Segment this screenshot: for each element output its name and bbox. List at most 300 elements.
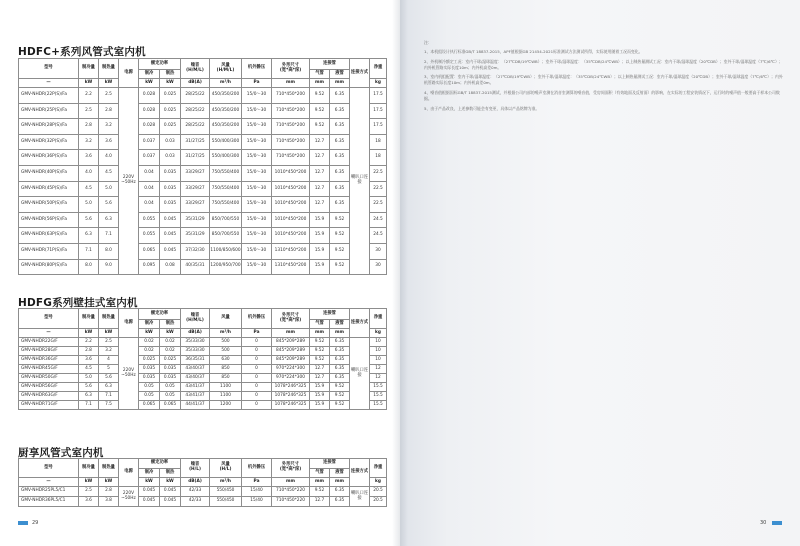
table-hdfc-duct xyxy=(18,58,387,275)
unit-cell: mm xyxy=(310,329,330,338)
header-noise xyxy=(181,459,210,478)
unit-cell: kW xyxy=(139,478,160,487)
value-cell: 15/0～30 xyxy=(242,228,272,244)
value-cell: 31/27/25 xyxy=(181,134,210,150)
value-cell: 12 xyxy=(370,365,387,374)
value-cell: 15.9 xyxy=(310,228,330,244)
value-cell: 15/0～30 xyxy=(242,165,272,181)
value-cell: 3.2 xyxy=(99,347,119,356)
value-cell: 5.6 xyxy=(99,197,119,213)
value-cell: 20.5 xyxy=(370,497,387,507)
value-cell: 0.04 xyxy=(139,197,160,213)
unit-cell: m³/h xyxy=(210,478,242,487)
value-cell: 6.35 xyxy=(330,165,350,181)
value-cell: 5.0 xyxy=(99,181,119,197)
header-dimensions-sub: (宽*高*深) xyxy=(279,67,302,73)
header-rated-power: 额定功率 xyxy=(139,459,181,469)
value-cell: 500 xyxy=(210,347,242,356)
value-cell: 850 xyxy=(210,365,242,374)
model-cell: GMV-NHDR63G/F xyxy=(19,392,79,401)
value-cell: 0.025 xyxy=(160,103,181,119)
header-power-supply: 电源 xyxy=(119,309,139,338)
unit-cell: kW xyxy=(79,79,99,88)
value-cell: 845*209*289 xyxy=(272,356,310,365)
value-cell: 5 xyxy=(99,365,119,374)
value-cell: 6.35 xyxy=(330,374,350,383)
unit-cell: Pa xyxy=(242,478,272,487)
value-cell: 35/31/29 xyxy=(181,212,210,228)
header-noise-sub: (H/L) xyxy=(189,467,201,472)
unit-cell: dB(A) xyxy=(181,478,210,487)
value-cell: 15.5 xyxy=(370,392,387,401)
table-2-title: HDFG系列壁挂式室内机 xyxy=(18,297,138,309)
value-cell: 450/350/200 xyxy=(210,119,242,135)
value-cell: 0.037 xyxy=(139,150,160,166)
unit-cell: dB(A) xyxy=(181,79,210,88)
value-cell: 40/35/31 xyxy=(181,259,210,275)
note-item: 5、由于产品改良，上述参数可能会有变更，具体以产品铭牌为准。 xyxy=(424,105,540,111)
value-cell: 0.04 xyxy=(139,181,160,197)
value-cell: 15/0～30 xyxy=(242,119,272,135)
model-cell: GMV-NHDR56G/F xyxy=(19,383,79,392)
value-cell: 36/35/31 xyxy=(181,356,210,365)
unit-cell: kW xyxy=(139,79,160,88)
value-cell: 17.5 xyxy=(370,88,387,104)
unit-cell: — xyxy=(19,329,79,338)
value-cell: 3.6 xyxy=(79,497,99,507)
value-cell: 0.055 xyxy=(139,228,160,244)
unit-cell: mm xyxy=(272,329,310,338)
value-cell: 10 xyxy=(370,338,387,347)
value-cell: 550/450 xyxy=(210,487,242,497)
value-cell: 3.2 xyxy=(79,134,99,150)
header-cool-capacity: 制冷量 xyxy=(79,59,99,79)
header-rated-power: 额定功率 xyxy=(139,309,181,320)
value-cell: 15.9 xyxy=(310,212,330,228)
value-cell: 1010*450*200 xyxy=(272,228,310,244)
value-cell: 450/350/200 xyxy=(210,88,242,104)
value-cell: 33/29/27 xyxy=(181,165,210,181)
header-noise xyxy=(181,59,210,79)
value-cell: 18 xyxy=(370,150,387,166)
value-cell: 0.04 xyxy=(139,165,160,181)
value-cell: 0.025 xyxy=(160,88,181,104)
header-rated-cool: 制冷 xyxy=(139,70,160,79)
value-cell: 24.5 xyxy=(370,212,387,228)
value-cell: 0.095 xyxy=(139,259,160,275)
value-cell: 10 xyxy=(370,356,387,365)
value-cell: 9.52 xyxy=(310,356,330,365)
value-cell: 6.35 xyxy=(330,338,350,347)
value-cell: 5.6 xyxy=(79,383,99,392)
value-cell: 15/0～30 xyxy=(242,243,272,259)
table-row xyxy=(19,383,387,392)
value-cell: 12.7 xyxy=(310,181,330,197)
value-cell: 0.035 xyxy=(160,165,181,181)
value-cell: 0.035 xyxy=(139,365,160,374)
header-drain-connection: 连接方式 xyxy=(350,309,370,338)
value-cell: 750/550/400 xyxy=(210,181,242,197)
unit-cell: — xyxy=(19,478,79,487)
value-cell: 3.6 xyxy=(79,356,99,365)
value-cell: 0.02 xyxy=(139,347,160,356)
header-dimensions-sub: (宽*高*深) xyxy=(279,467,302,472)
value-cell: 0.035 xyxy=(160,365,181,374)
value-cell: 2.8 xyxy=(99,103,119,119)
value-cell: 0.045 xyxy=(160,228,181,244)
table-3-title: 厨享风管式室内机 xyxy=(18,447,104,459)
value-cell: 710*450*200 xyxy=(272,134,310,150)
book-gutter xyxy=(392,0,408,546)
value-cell: 35/31/29 xyxy=(181,228,210,244)
value-cell: 4.0 xyxy=(79,165,99,181)
value-cell: 44/41/37 xyxy=(181,401,210,410)
header-liquid-pipe: 液管 xyxy=(330,469,350,478)
value-cell: 9.52 xyxy=(330,259,350,275)
header-airflow-label: 风量 xyxy=(221,315,230,321)
unit-cell: mm xyxy=(310,478,330,487)
value-cell: 550/450 xyxy=(210,497,242,507)
value-cell: 15.5 xyxy=(370,401,387,410)
table-row xyxy=(19,103,387,119)
value-cell: 0.028 xyxy=(139,103,160,119)
value-cell: 0.05 xyxy=(160,383,181,392)
header-rated-heat: 制热 xyxy=(160,469,181,478)
value-cell: 17.5 xyxy=(370,119,387,135)
header-rated-heat: 制热 xyxy=(160,320,181,329)
header-airflow xyxy=(210,309,242,329)
value-cell: 0.05 xyxy=(160,392,181,401)
drain-connection-cell: 喇叭口连接 xyxy=(350,487,370,507)
value-cell: 750/550/400 xyxy=(210,165,242,181)
value-cell: 30 xyxy=(370,243,387,259)
value-cell: 4.5 xyxy=(79,365,99,374)
model-cell: GMV-NHDR(71P(S)/Fa xyxy=(19,243,79,259)
header-liquid-pipe: 液管 xyxy=(330,320,350,329)
value-cell: 6.3 xyxy=(99,212,119,228)
value-cell: 24.5 xyxy=(370,228,387,244)
model-cell: GMV-NHDR25PL5/C1 xyxy=(19,487,79,497)
header-dimensions-sub: (宽*高*深) xyxy=(279,317,302,323)
value-cell: 1010*450*200 xyxy=(272,165,310,181)
value-cell: 3.6 xyxy=(79,150,99,166)
header-dimensions-label: 外形尺寸 xyxy=(281,312,300,318)
value-cell: 33/29/27 xyxy=(181,197,210,213)
header-net-weight: 净重 xyxy=(370,309,387,329)
value-cell: 20.5 xyxy=(370,487,387,497)
note-item: 3、室内机组配置：室内干球/湿球温度：（27℃DB/19℃WB）；室外干球/湿球温度：（35℃DB/24℃WB）；以上制热量测试工况：室内干球/湿球温度（20℃DB）；室外干球/湿球温度（7℃/6℃）；内外机管路实际长度10m；内外机高差0m。 xyxy=(424,74,783,86)
unit-cell: kW xyxy=(99,478,119,487)
value-cell: 0.03 xyxy=(160,134,181,150)
header-gas-pipe: 气管 xyxy=(310,70,330,79)
unit-cell: kW xyxy=(99,79,119,88)
unit-cell: Pa xyxy=(242,79,272,88)
unit-cell: kg xyxy=(370,79,387,88)
unit-cell: kg xyxy=(370,329,387,338)
value-cell: 1200/950/700 xyxy=(210,259,242,275)
table-row xyxy=(19,243,387,259)
value-cell: 7.1 xyxy=(79,243,99,259)
value-cell: 2.8 xyxy=(79,119,99,135)
unit-cell: Pa xyxy=(242,329,272,338)
value-cell: 15.9 xyxy=(310,383,330,392)
table-row xyxy=(19,347,387,356)
unit-cell: mm xyxy=(310,79,330,88)
table-row xyxy=(19,88,387,104)
value-cell: 15.9 xyxy=(310,259,330,275)
page-number-right: 30 xyxy=(760,520,767,526)
value-cell: 6.35 xyxy=(330,365,350,374)
value-cell: 18 xyxy=(370,134,387,150)
value-cell: 6.35 xyxy=(330,181,350,197)
value-cell: 15/0～30 xyxy=(242,150,272,166)
unit-cell: kW xyxy=(160,329,181,338)
value-cell: 3.6 xyxy=(99,134,119,150)
value-cell: 6.35 xyxy=(330,150,350,166)
table-row xyxy=(19,165,387,181)
model-cell: GMV-NHDR(22P(S)/Fa xyxy=(19,88,79,104)
value-cell: 7.1 xyxy=(99,392,119,401)
value-cell: 9.52 xyxy=(330,392,350,401)
value-cell: 33/29/27 xyxy=(181,181,210,197)
value-cell: 0.028 xyxy=(139,119,160,135)
value-cell: 0.025 xyxy=(139,356,160,365)
header-gas-pipe: 气管 xyxy=(310,469,330,478)
header-dimensions xyxy=(272,309,310,329)
unit-cell: kW xyxy=(160,478,181,487)
value-cell: 8.0 xyxy=(99,243,119,259)
value-cell: 9.52 xyxy=(330,401,350,410)
value-cell: 0.035 xyxy=(160,374,181,383)
header-rated-cool: 制冷 xyxy=(139,469,160,478)
header-noise-label: 噪音 xyxy=(190,62,200,68)
value-cell: 0.025 xyxy=(160,356,181,365)
value-cell: 550/400/300 xyxy=(210,150,242,166)
value-cell: 0.045 xyxy=(139,497,160,507)
notes-block xyxy=(424,40,784,116)
unit-cell: m³/h xyxy=(210,79,242,88)
value-cell: 2.8 xyxy=(99,487,119,497)
header-net-weight: 净重 xyxy=(370,459,387,478)
value-cell: 2.8 xyxy=(79,347,99,356)
unit-cell: — xyxy=(19,79,79,88)
value-cell: 0 xyxy=(242,401,272,410)
header-noise-label: 噪音 xyxy=(190,462,200,468)
value-cell: 5.6 xyxy=(99,374,119,383)
value-cell: 0.035 xyxy=(160,197,181,213)
table-kitchen-duct xyxy=(18,458,387,507)
value-cell: 710*450*200 xyxy=(272,88,310,104)
page-bar-right xyxy=(772,521,782,525)
value-cell: 5.0 xyxy=(79,374,99,383)
header-airflow-label: 风量 xyxy=(221,62,230,68)
value-cell: 3.2 xyxy=(99,119,119,135)
table-1-title: HDFC+系列风管式室内机 xyxy=(18,46,146,58)
notes-title: 注： xyxy=(424,40,432,45)
table-row xyxy=(19,365,387,374)
value-cell: 28/25/22 xyxy=(181,88,210,104)
value-cell: 2.5 xyxy=(99,338,119,347)
model-cell: GMV-NHDR(56P(S)/Fa xyxy=(19,212,79,228)
model-cell: GMV-NHDR(63P(S)/Fa xyxy=(19,228,79,244)
value-cell: 15.9 xyxy=(310,401,330,410)
table-row xyxy=(19,401,387,410)
unit-cell: kW xyxy=(79,329,99,338)
value-cell: 0.045 xyxy=(160,487,181,497)
model-cell: GMV-NHDR(25P(S)/Fa xyxy=(19,103,79,119)
drain-connection-cell: 喇叭口连接 xyxy=(350,88,370,275)
header-dimensions-label: 外形尺寸 xyxy=(281,462,300,468)
value-cell: 2.5 xyxy=(79,487,99,497)
value-cell: 1100/850/600 xyxy=(210,243,242,259)
value-cell: 7.1 xyxy=(79,401,99,410)
value-cell: 0.065 xyxy=(139,243,160,259)
header-model: 型号 xyxy=(19,459,79,478)
value-cell: 0.02 xyxy=(139,338,160,347)
model-cell: GMV-NHDR(50P(S)/Fa xyxy=(19,197,79,213)
value-cell: 710*450*220 xyxy=(272,487,310,497)
value-cell: 0.025 xyxy=(160,119,181,135)
value-cell: 1010*450*200 xyxy=(272,197,310,213)
value-cell: 22.5 xyxy=(370,165,387,181)
value-cell: 0 xyxy=(242,356,272,365)
header-rated-power: 额定功率 xyxy=(139,59,181,70)
model-cell: GMV-NHDR50G/F xyxy=(19,374,79,383)
table-row xyxy=(19,497,387,507)
value-cell: 9.52 xyxy=(330,212,350,228)
value-cell: 450/350/200 xyxy=(210,103,242,119)
value-cell: 0.02 xyxy=(160,338,181,347)
value-cell: 710*450*200 xyxy=(272,103,310,119)
value-cell: 4 xyxy=(99,356,119,365)
value-cell: 15/0～30 xyxy=(242,212,272,228)
value-cell: 1310*450*200 xyxy=(272,259,310,275)
header-pipe: 连接管 xyxy=(310,309,350,320)
value-cell: 0 xyxy=(242,365,272,374)
value-cell: 0 xyxy=(242,383,272,392)
unit-cell: kW xyxy=(99,329,119,338)
value-cell: 1078*246*325 xyxy=(272,383,310,392)
value-cell: 10 xyxy=(370,347,387,356)
value-cell: 15/0～30 xyxy=(242,103,272,119)
header-drain-connection: 连接方式 xyxy=(350,459,370,487)
model-cell: GMV-NHDR36G/F xyxy=(19,356,79,365)
value-cell: 43/41/37 xyxy=(181,392,210,401)
value-cell: 28/25/22 xyxy=(181,119,210,135)
model-cell: GMV-NHDR36PL5/C1 xyxy=(19,497,79,507)
value-cell: 9.52 xyxy=(310,347,330,356)
value-cell: 710*450*200 xyxy=(272,119,310,135)
header-rated-heat: 制热 xyxy=(160,70,181,79)
value-cell: 17.5 xyxy=(370,103,387,119)
header-noise xyxy=(181,309,210,329)
power-supply-cell: 220V ~50Hz xyxy=(119,487,139,507)
value-cell: 12.7 xyxy=(310,150,330,166)
value-cell: 15/0～30 xyxy=(242,259,272,275)
value-cell: 22.5 xyxy=(370,197,387,213)
unit-cell: kW xyxy=(160,79,181,88)
value-cell: 15/0～30 xyxy=(242,88,272,104)
value-cell: 1200 xyxy=(210,401,242,410)
value-cell: 9.52 xyxy=(310,487,330,497)
value-cell: 710*450*200 xyxy=(272,150,310,166)
header-dimensions xyxy=(272,59,310,79)
value-cell: 2.5 xyxy=(99,88,119,104)
table-row xyxy=(19,356,387,365)
model-cell: GMV-NHDR(28P(S)/Fa xyxy=(19,119,79,135)
header-airflow-sub: (H/L) xyxy=(219,467,232,472)
header-static-pressure: 机外静压 xyxy=(242,309,272,329)
value-cell: 12.7 xyxy=(310,497,330,507)
value-cell: 0.028 xyxy=(139,88,160,104)
unit-cell: mm xyxy=(330,329,350,338)
value-cell: 43/40/37 xyxy=(181,365,210,374)
value-cell: 6.35 xyxy=(330,88,350,104)
header-static-pressure: 机外静压 xyxy=(242,459,272,478)
header-heat-capacity: 制热量 xyxy=(99,459,119,478)
value-cell: 28/25/22 xyxy=(181,103,210,119)
value-cell: 22.5 xyxy=(370,181,387,197)
value-cell: 9.52 xyxy=(330,243,350,259)
value-cell: 2.2 xyxy=(79,338,99,347)
table-row xyxy=(19,212,387,228)
unit-cell: dB(A) xyxy=(181,329,210,338)
value-cell: 1100 xyxy=(210,392,242,401)
value-cell: 37/32/30 xyxy=(181,243,210,259)
value-cell: 43/41/37 xyxy=(181,383,210,392)
value-cell: 6.35 xyxy=(330,119,350,135)
table-hdfg-wall xyxy=(18,308,387,410)
header-cool-capacity: 制冷量 xyxy=(79,459,99,478)
table-row xyxy=(19,150,387,166)
value-cell: 0.037 xyxy=(139,134,160,150)
unit-cell: mm xyxy=(272,79,310,88)
value-cell: 2.5 xyxy=(79,103,99,119)
value-cell: 7.5 xyxy=(99,401,119,410)
value-cell: 31/27/25 xyxy=(181,150,210,166)
value-cell: 4.0 xyxy=(99,150,119,166)
header-model: 型号 xyxy=(19,309,79,329)
header-airflow xyxy=(210,459,242,478)
header-pipe: 连接管 xyxy=(310,59,350,70)
unit-cell: mm xyxy=(330,478,350,487)
note-item: 4、噪音值根据国标GB/T 18837-2015测试，并根据公司内部的噪声室测在消音室测算的噪音值，受房间面积（有效地面及反射面）的影响，在实际的工程安装情况下，运行时的噪声值一般要高于样本公司数据。 xyxy=(424,90,780,102)
value-cell: 42/33 xyxy=(181,497,210,507)
value-cell: 1078*246*325 xyxy=(272,392,310,401)
value-cell: 0.05 xyxy=(139,383,160,392)
value-cell: 9.52 xyxy=(310,119,330,135)
header-power-supply: 电源 xyxy=(119,459,139,487)
unit-cell: kW xyxy=(139,329,160,338)
header-gas-pipe: 气管 xyxy=(310,320,330,329)
value-cell: 9.52 xyxy=(310,88,330,104)
value-cell: 6.3 xyxy=(79,228,99,244)
value-cell: 3.8 xyxy=(99,497,119,507)
header-cool-capacity: 制冷量 xyxy=(79,309,99,329)
value-cell: 9.52 xyxy=(330,383,350,392)
value-cell: 6.3 xyxy=(99,383,119,392)
value-cell: 1078*246*325 xyxy=(272,401,310,410)
value-cell: 12.7 xyxy=(310,165,330,181)
value-cell: 15/0～30 xyxy=(242,197,272,213)
value-cell: 0.045 xyxy=(160,497,181,507)
header-airflow-sub: (H/M/L) xyxy=(216,67,235,73)
value-cell: 2.2 xyxy=(79,88,99,104)
note-item: 1、本机组设计执行标准GB/T 18837-2015，APF值根据GB 21454-2021标准测试方法测试所得，实际使用随着工况而变化。 xyxy=(424,48,643,54)
value-cell: 30 xyxy=(370,259,387,275)
table-row xyxy=(19,181,387,197)
value-cell: 12.7 xyxy=(310,197,330,213)
